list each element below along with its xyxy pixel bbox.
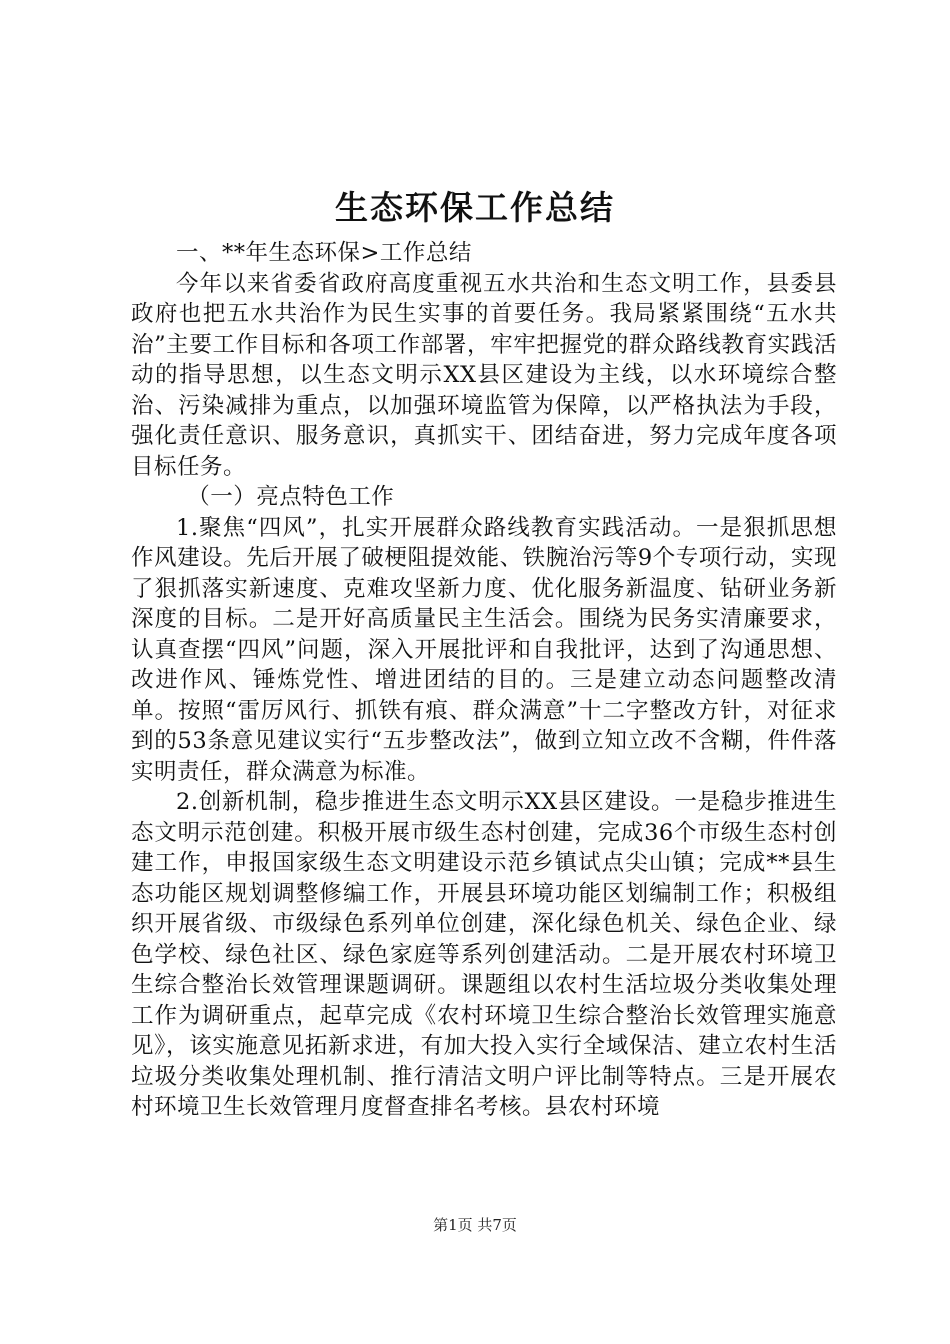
section-heading: 一、**年生态环保>工作总结 — [176, 240, 472, 266]
document-body — [131, 238, 837, 1123]
paragraph: 今年以来省委省政府高度重视五水共治和生态文明工作，县委县政府也把五水共治作为民生实事的首要任务。我局紧紧围绕“五水共治”主要工作目标和各项工作部署，牢牢把握党的群众路线教育实践活动的指导思想，以生态文明示XX县区建设为主线，以水环境综合整治、污染减排为重点，以加强环境监管为保障，以严格执法为手段，强化责任意识、服务意识，真抓实干、团结奋进，努力完成年度各项目标任务。 — [131, 270, 837, 480]
paragraph: 1.聚焦“四风”，扎实开展群众路线教育实践活动。一是狠抓思想作风建设。先后开展了破梗阻提效能、铁腕治污等9个专项行动，实现了狠抓落实新速度、克难攻坚新力度、优化服务新温度、钻研业务新深度的目标。二是开好高质量民主生活会。围绕为民务实清廉要求，认真查摆“四风”问题，深入开展批评和自我批评，达到了沟通思想、改进作风、锤炼党性、增进团结的目的。三是建立动态问题整改清单。按照“雷厉风行、抓铁有痕、群众满意”十二字整改方针，对征求到的53条意见建议实行“五步整改法”，做到立知立改不含糊，件件落实明责任，群众满意为标准。 — [131, 514, 837, 785]
paragraph: 2.创新机制，稳步推进生态文明示XX县区建设。一是稳步推进生态文明示范创建。积极开展市级生态村创建，完成36个市级生态村创建工作，申报国家级生态文明建设示范乡镇试点尖山镇；完成**县生态功能区规划调整修编工作，开展县环境功能区划编制工作；积极组织开展省级、市级绿色系列单位创建，深化绿色机关、绿色企业、绿色学校、绿色社区、绿色家庭等系列创建活动。二是开展农村环境卫生综合整治长效管理课题调研。课题组以农村生活垃圾分类收集处理工作为调研重点，起草完成《农村环境卫生综合整治长效管理实施意见》，该实施意见拓新求进，有加大投入实行全域保洁、建立农村生活垃圾分类收集处理机制、推行清洁文明户评比制等特点。三是开展农村环境卫生长效管理月度督查排名考核。县农村环境 — [131, 789, 837, 1120]
document-title: 生态环保工作总结 — [335, 188, 615, 227]
subsection-heading: （一）亮点特色工作 — [187, 484, 395, 510]
page-number-footer: 第1页 共7页 — [433, 1216, 517, 1234]
